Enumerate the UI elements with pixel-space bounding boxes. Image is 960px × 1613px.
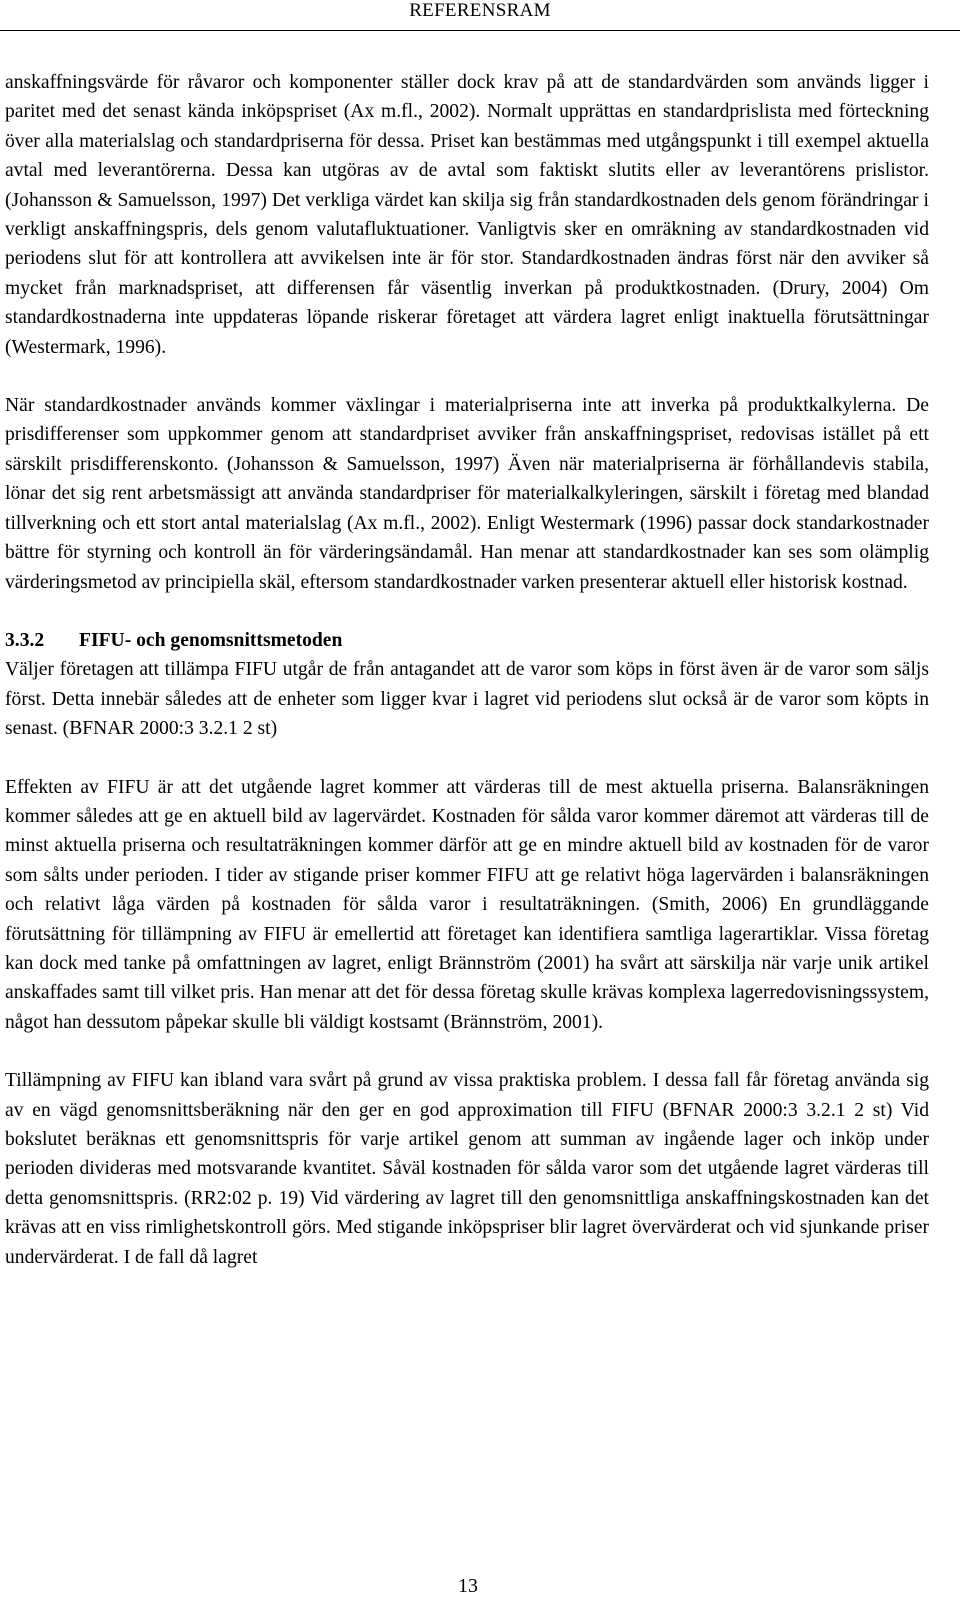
paragraph-standard-prices: anskaffningsvärde för råvaror och komponenter ställer dock krav på att de standardvärden som används ligger i paritet med det senast kända inköpspriset (Ax m.fl., 2002). Normalt upprättas en standardprislista med förteckning över alla materialslag och standardpriserna för dessa. Priset kan bestämmas med utgångspunkt i till exempel aktuella avtal med leverantörerna. Dessa kan utgöras av de avtal som faktiskt slutits eller av leverantörens prislistor. (Johansson & Samuelsson, 1997) Det verkliga värdet kan skilja sig från standardkostnaden dels genom förändringar i verkligt anskaffningspris, dels genom valutafluktuationer. Vanligtvis sker en omräkning av standardkostnaden vid periodens slut för att kontrollera att avvikelsen inte är för stor. Standardkostnaden ändras först när den avviker så mycket från marknadspriset, att differensen får väsentlig inverkan på produktkostnaden. (Drury, 2004) Om standardkostnaderna inte uppdateras löpande riskerar företaget att värdera lagret enligt inaktuella förutsättningar (Westermark, 1996). xyxy=(5,72,929,358)
paragraph-gap xyxy=(5,1037,929,1066)
section-number: 3.3.2 xyxy=(5,629,45,651)
running-header: REFERENSRAM xyxy=(409,0,551,21)
section-title: FIFU- och genomsnittsmetoden xyxy=(79,629,343,651)
paragraph-gap xyxy=(5,744,929,773)
paragraph-price-differences: När standardkostnader används kommer växlingar i materialpriserna inte att inverka på produktkalkylerna. De prisdifferenser som uppkommer genom att standardpriset avviker från anskaffningspriset, redovisas istället på ett särskilt prisdifferenskonto. (Johansson & Samuelsson, 1997) Även när materialpriserna är förhållandevis stabila, lönar det sig rent arbetsmässigt att använda standardpriser för materialkalkyleringen, särskilt i företag med blandad tillverkning och ett stort antal materialslag (Ax m.fl., 2002). Enligt Westermark (1996) passar dock standarkostnader bättre för styrning och kontroll än för värderingsändamål. Han menar att standardkostnader kan ses som olämplig värderingsmetod av principiella skäl, eftersom standardkostnader varken presenterar aktuell eller historisk kostnad. xyxy=(5,395,929,593)
paragraph-gap xyxy=(5,597,929,626)
paragraph-fifu-definition: Väljer företagen att tillämpa FIFU utgår de från antagandet att de varor som köps in först även är de varor som säljs först. Detta innebär således att de enheter som ligger kvar i lagret vid periodens slut också är de varor som köpts in senast. (BFNAR 2000:3 3.2.1 2 st) xyxy=(5,659,929,740)
paragraph-fifu-effects: Effekten av FIFU är att det utgående lagret kommer att värderas till de mest aktuella priserna. Balansräkningen kommer således att ge en aktuell bild av lagervärdet. Kostnaden för sålda varor kommer däremot att värderas till de minst aktuella priserna och resultaträkningen kommer därför att ge en mindre aktuell bild av kostnaden för de varor som sålts under perioden. I tider av stigande priser kommer FIFU att ge relativt höga lagervärden i balansräkningen och relativt låga värden på kostnaden för sålda varor i resultaträkningen. (Smith, 2006) En grundläggande förutsättning för tillämpning av FIFU är emellertid att företaget kan identifiera samtliga lagerartiklar. Vissa företag kan dock med tanke på omfattningen av lagret, enligt Brännström (2001) ha svårt att särskilja när varje unik artikel anskaffades samt till vilket pris. Han menar att det för dessa företag skulle krävas komplexa lagerredovisningssystem, något han dessutom påpekar skulle bli väldigt kostsamt (Brännström, 2001). xyxy=(5,776,929,1033)
header-rule xyxy=(0,30,960,31)
paragraph-gap xyxy=(5,362,929,391)
document-body xyxy=(5,68,929,1272)
paragraph-weighted-average: Tillämpning av FIFU kan ibland vara svårt på grund av vissa praktiska problem. I dessa fall får företag använda sig av en vägd genomsnittsberäkning när den ger en god approximation till FIFU (BFNAR 2000:3 3.2.1 2 st) Vid bokslutet beräknas ett genomsnittspris för varje artikel genom att summan av ingående lager och inköp under perioden divideras med motsvarande kvantitet. Såväl kostnaden för sålda varor som det utgående lagret värderas till detta genomsnittspris. (RR2:02 p. 19) Vid värdering av lagret till den genomsnittliga anskaffningskostnaden kan det krävas att en viss rimlighetskontroll görs. Med stigande inköpspriser blir lagret övervärderat och vid sjunkande priser undervärderat. I de fall då lagret xyxy=(5,1070,929,1268)
page-number: 13 xyxy=(458,1575,478,1597)
section-heading xyxy=(5,626,929,655)
